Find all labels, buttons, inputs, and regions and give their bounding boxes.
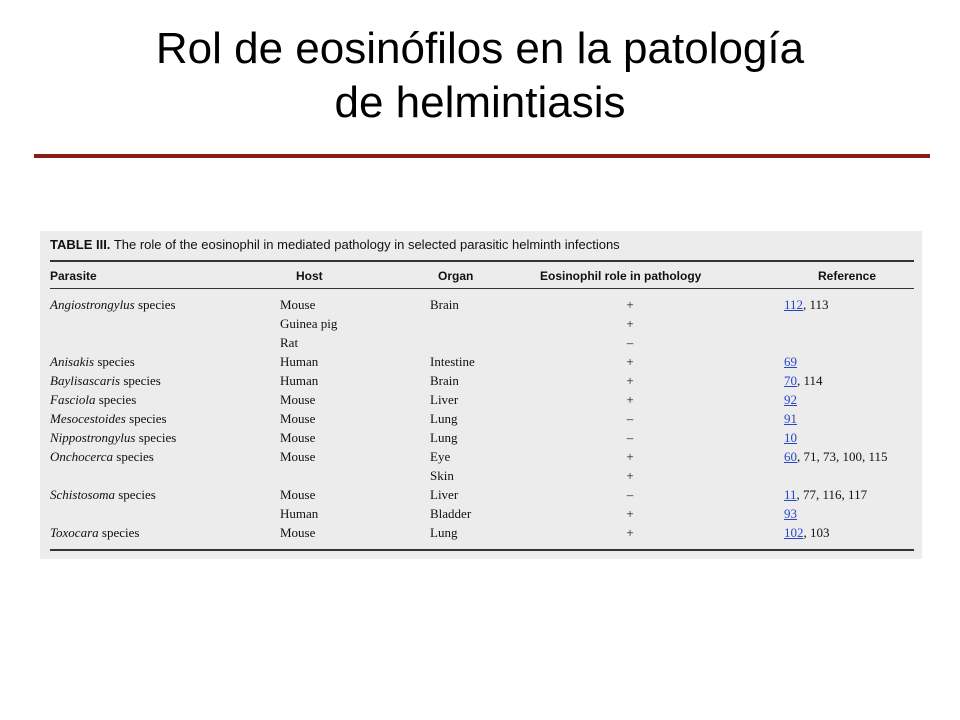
reference-link[interactable]: 11 [784, 487, 797, 502]
cell-eosinophil-role: – [626, 335, 634, 350]
cell-reference [784, 371, 823, 390]
cell-organ: Lung [430, 430, 458, 445]
table-row [40, 447, 922, 466]
reference-text: , 103 [803, 525, 830, 540]
cell-host: Mouse [280, 525, 316, 540]
cell-parasite [50, 485, 156, 504]
table-row [40, 390, 922, 409]
cell-host: Human [280, 354, 319, 369]
cell-organ: Bladder [430, 506, 472, 521]
cell-reference [784, 352, 797, 371]
parasite-genus: Onchocerca [50, 449, 114, 464]
reference-link[interactable]: 60 [784, 449, 797, 464]
reference-link[interactable]: 69 [784, 354, 797, 369]
reference-link[interactable]: 10 [784, 430, 797, 445]
cell-organ: Lung [430, 525, 458, 540]
cell-organ: Lung [430, 411, 458, 426]
cell-organ: Skin [430, 468, 454, 483]
cell-reference [784, 504, 797, 523]
title-underline [34, 154, 930, 158]
cell-organ: Liver [430, 487, 459, 502]
cell-host: Mouse [280, 449, 316, 464]
parasite-genus: Anisakis [50, 354, 95, 369]
cell-parasite [50, 390, 136, 409]
slide-title-line-1: Rol de eosinófilos en la patología [155, 24, 805, 73]
cell-eosinophil-role: + [626, 392, 634, 407]
cell-parasite [50, 371, 161, 390]
cell-reference [784, 485, 867, 504]
cell-parasite [50, 352, 135, 371]
cell-eosinophil-role: + [626, 449, 634, 464]
parasite-genus: Nippostrongylus [50, 430, 136, 445]
cell-organ: Eye [430, 449, 451, 464]
table-caption-text: The role of the eosinophil in mediated pathology in selected parasitic helminth infections [110, 237, 620, 252]
reference-link[interactable]: 93 [784, 506, 797, 521]
parasite-suffix: species [135, 430, 177, 445]
table-row [40, 409, 922, 428]
header-parasite: Parasite [50, 269, 97, 283]
cell-parasite [50, 409, 167, 428]
table-row [40, 485, 922, 504]
parasite-suffix: species [134, 297, 176, 312]
cell-host: Guinea pig [280, 316, 338, 331]
header-eosinophil-role: Eosinophil role in pathology [540, 269, 702, 283]
cell-reference [784, 523, 830, 542]
cell-eosinophil-role: – [626, 430, 634, 445]
header-reference: Reference [818, 269, 877, 283]
parasite-genus: Schistosoma [50, 487, 115, 502]
table-bottom-rule [50, 549, 914, 551]
parasite-genus: Baylisascaris [50, 373, 121, 388]
cell-reference [784, 390, 797, 409]
reference-link[interactable]: 92 [784, 392, 797, 407]
cell-eosinophil-role: + [626, 297, 634, 312]
cell-organ: Intestine [430, 354, 475, 369]
reference-link[interactable]: 102 [784, 525, 804, 540]
parasite-suffix: species [115, 487, 156, 502]
reference-link[interactable]: 91 [784, 411, 797, 426]
cell-host: Mouse [280, 430, 316, 445]
cell-eosinophil-role: + [626, 525, 634, 540]
header-organ: Organ [438, 269, 474, 283]
table-row [40, 428, 922, 447]
cell-eosinophil-role: + [626, 373, 634, 388]
parasite-genus: Mesocestoides [50, 411, 126, 426]
table-row [40, 371, 922, 390]
cell-reference [784, 295, 829, 314]
cell-reference [784, 428, 797, 447]
cell-organ: Brain [430, 297, 459, 312]
parasite-suffix: species [98, 525, 140, 540]
reference-text: , 113 [803, 297, 829, 312]
table-row [40, 314, 922, 333]
cell-host: Rat [280, 335, 299, 350]
cell-eosinophil-role: + [626, 468, 634, 483]
parasite-genus: Angiostrongylus [50, 297, 135, 312]
parasite-suffix: species [120, 373, 161, 388]
cell-parasite [50, 447, 154, 466]
table-row [40, 295, 922, 314]
cell-organ: Liver [430, 392, 459, 407]
table-image [40, 231, 922, 559]
cell-parasite [50, 523, 139, 542]
cell-organ: Brain [430, 373, 459, 388]
parasite-suffix: species [125, 411, 167, 426]
table-row [40, 466, 922, 485]
cell-eosinophil-role: + [626, 506, 634, 521]
cell-eosinophil-role: – [626, 487, 634, 502]
reference-link[interactable]: 112 [784, 297, 804, 312]
table-caption [50, 237, 620, 252]
slide-title [0, 22, 960, 130]
reference-link[interactable]: 70 [784, 373, 797, 388]
cell-eosinophil-role: + [626, 354, 634, 369]
slide-title-line-2: de helmintiasis [334, 78, 626, 127]
parasite-suffix: species [94, 354, 135, 369]
table-row [40, 523, 922, 542]
reference-text: , 114 [797, 373, 823, 388]
table-row [40, 352, 922, 371]
cell-reference [784, 447, 888, 466]
cell-eosinophil-role: – [626, 411, 634, 426]
reference-text: , 71, 73, 100, 115 [797, 449, 888, 464]
parasite-genus: Toxocara [50, 525, 99, 540]
header-host: Host [296, 269, 323, 283]
parasite-genus: Fasciola [50, 392, 96, 407]
reference-text: , 77, 116, 117 [796, 487, 868, 502]
cell-host: Mouse [280, 392, 316, 407]
parasite-suffix: species [95, 392, 137, 407]
cell-parasite [50, 295, 176, 314]
table-row [40, 333, 922, 352]
table-caption-label: TABLE III. [50, 237, 111, 252]
cell-host: Mouse [280, 487, 316, 502]
cell-eosinophil-role: + [626, 316, 634, 331]
cell-host: Human [280, 373, 319, 388]
table-row [40, 504, 922, 523]
parasite-suffix: species [113, 449, 154, 464]
cell-host: Human [280, 506, 319, 521]
cell-reference [784, 409, 797, 428]
cell-host: Mouse [280, 411, 316, 426]
cell-host: Mouse [280, 297, 316, 312]
table-header-rule [50, 288, 914, 289]
table-top-rule [50, 260, 914, 262]
cell-parasite [50, 428, 176, 447]
